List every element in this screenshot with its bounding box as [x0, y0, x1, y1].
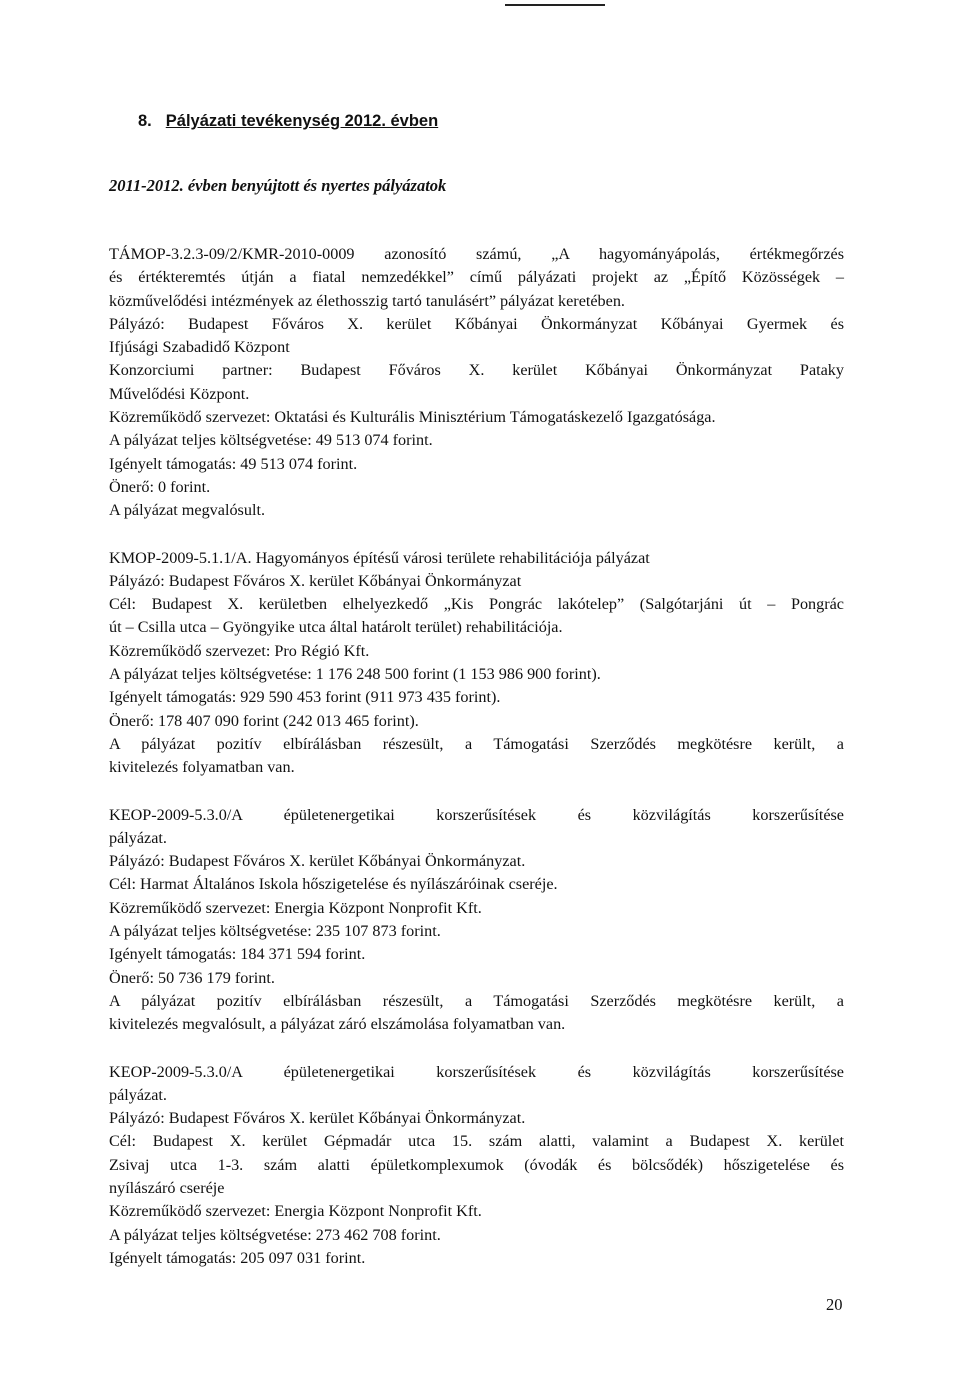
paragraph-project-kmop: [109, 547, 844, 780]
text-line: Önerő: 178 407 090 forint (242 013 465 forint).: [109, 711, 419, 730]
text-line: Cél: Budapest X. kerület Gépmadár utca 15. szám alatti, valamint a Budapest X. kerület: [109, 1132, 844, 1151]
text-line: Pályázó: Budapest Főváros X. kerület Kőbányai Önkormányzat Kőbányai Gyermek és: [109, 314, 844, 333]
text-line: Ifjúsági Szabadidő Központ: [109, 338, 290, 357]
text-line: Pályázó: Budapest Főváros X. kerület Kőbányai Önkormányzat.: [109, 852, 526, 871]
text-line: és értékteremtés útján a fiatal nemzedékkel” című pályázati projekt az „Építő Közösségek –: [109, 268, 844, 287]
section-heading: [138, 112, 438, 131]
text-line: Önerő: 0 forint.: [109, 477, 211, 496]
text-line: pályázat.: [109, 1085, 167, 1104]
text-line: A pályázat teljes költségvetése: 235 107 873 forint.: [109, 922, 441, 941]
page-number: 20: [826, 1295, 843, 1314]
paragraph-project-keop-gepmadar: [109, 1061, 844, 1271]
text-line: pályázat.: [109, 828, 167, 847]
text-line: kivitelezés megvalósult, a pályázat záró elszámolása folyamatban van.: [109, 1015, 566, 1034]
text-line: Konzorciumi partner: Budapest Főváros X. kerület Kőbányai Önkormányzat Pataky: [109, 361, 844, 380]
text-line: Pályázó: Budapest Főváros X. kerület Kőbányai Önkormányzat.: [109, 1109, 526, 1128]
text-line: A pályázat teljes költségvetése: 49 513 074 forint.: [109, 431, 433, 450]
text-line: Igényelt támogatás: 205 097 031 forint.: [109, 1248, 366, 1267]
text-line: közművelődési intézmények az élethosszig tartó tanulásért” pályázat keretében.: [109, 291, 625, 310]
text-line: KEOP-2009-5.3.0/A épületenergetikai korszerűsítések és közvilágítás korszerűsítése: [109, 805, 844, 824]
subsection-heading: 2011-2012. évben benyújtott és nyertes pályázatok: [109, 176, 447, 195]
text-line: Igényelt támogatás: 929 590 453 forint (911 973 435 forint).: [109, 688, 501, 707]
paragraph-project-tamop: [109, 243, 844, 523]
text-line: Közreműködő szervezet: Energia Központ Nonprofit Kft.: [109, 1202, 482, 1221]
text-line: Igényelt támogatás: 184 371 594 forint.: [109, 945, 366, 964]
text-line: kivitelezés folyamatban van.: [109, 758, 295, 777]
top-rule: [505, 4, 605, 6]
text-line: Önerő: 50 736 179 forint.: [109, 968, 275, 987]
paragraph-project-keop-harmat: [109, 804, 844, 1037]
text-line: A pályázat teljes költségvetése: 273 462 708 forint.: [109, 1225, 441, 1244]
text-line: Cél: Budapest X. kerületben elhelyezkedő „Kis Pongrác lakótelep” (Salgótarjáni út – Pongrác: [109, 595, 844, 614]
text-line: Zsivaj utca 1-3. szám alatti épületkomplexumok (óvodák és bölcsődék) hőszigetelése és: [109, 1155, 844, 1174]
text-line: A pályázat megvalósult.: [109, 501, 265, 520]
text-line: Közreműködő szervezet: Oktatási és Kulturális Minisztérium Támogatáskezelő Igazgatósága.: [109, 408, 716, 427]
text-line: TÁMOP-3.2.3-09/2/KMR-2010-0009 azonosító számú, „A hagyományápolás, értékmegőrzés: [109, 245, 844, 263]
text-line: Közreműködő szervezet: Pro Régió Kft.: [109, 641, 370, 660]
text-line: Pályázó: Budapest Főváros X. kerület Kőbányai Önkormányzat: [109, 571, 522, 590]
section-title: Pályázati tevékenység 2012. évben: [165, 112, 439, 130]
text-line: A pályázat pozitív elbírálásban részesült, a Támogatási Szerződés megkötésre került, a: [109, 734, 844, 753]
text-line: nyílászáró cseréje: [109, 1178, 225, 1197]
text-line: A pályázat teljes költségvetése: 1 176 248 500 forint (1 153 986 900 forint).: [109, 665, 601, 684]
text-line: út – Csilla utca – Gyöngyike utca által határolt terület) rehabilitációja.: [109, 618, 563, 637]
section-number: 8.: [138, 112, 152, 130]
text-line: KEOP-2009-5.3.0/A épületenergetikai korszerűsítések és közvilágítás korszerűsítése: [109, 1062, 844, 1081]
text-line: Igényelt támogatás: 49 513 074 forint.: [109, 454, 358, 473]
text-line: KMOP-2009-5.1.1/A. Hagyományos építésű városi területe rehabilitációja pályázat: [109, 548, 650, 567]
text-line: Cél: Harmat Általános Iskola hőszigetelése és nyílászáróinak cseréje.: [109, 875, 558, 894]
text-line: Közreműködő szervezet: Energia Központ Nonprofit Kft.: [109, 898, 482, 917]
document-body: [109, 243, 844, 1294]
text-line: Művelődési Központ.: [109, 384, 250, 403]
text-line: A pályázat pozitív elbírálásban részesült, a Támogatási Szerződés megkötésre került, a: [109, 991, 844, 1010]
